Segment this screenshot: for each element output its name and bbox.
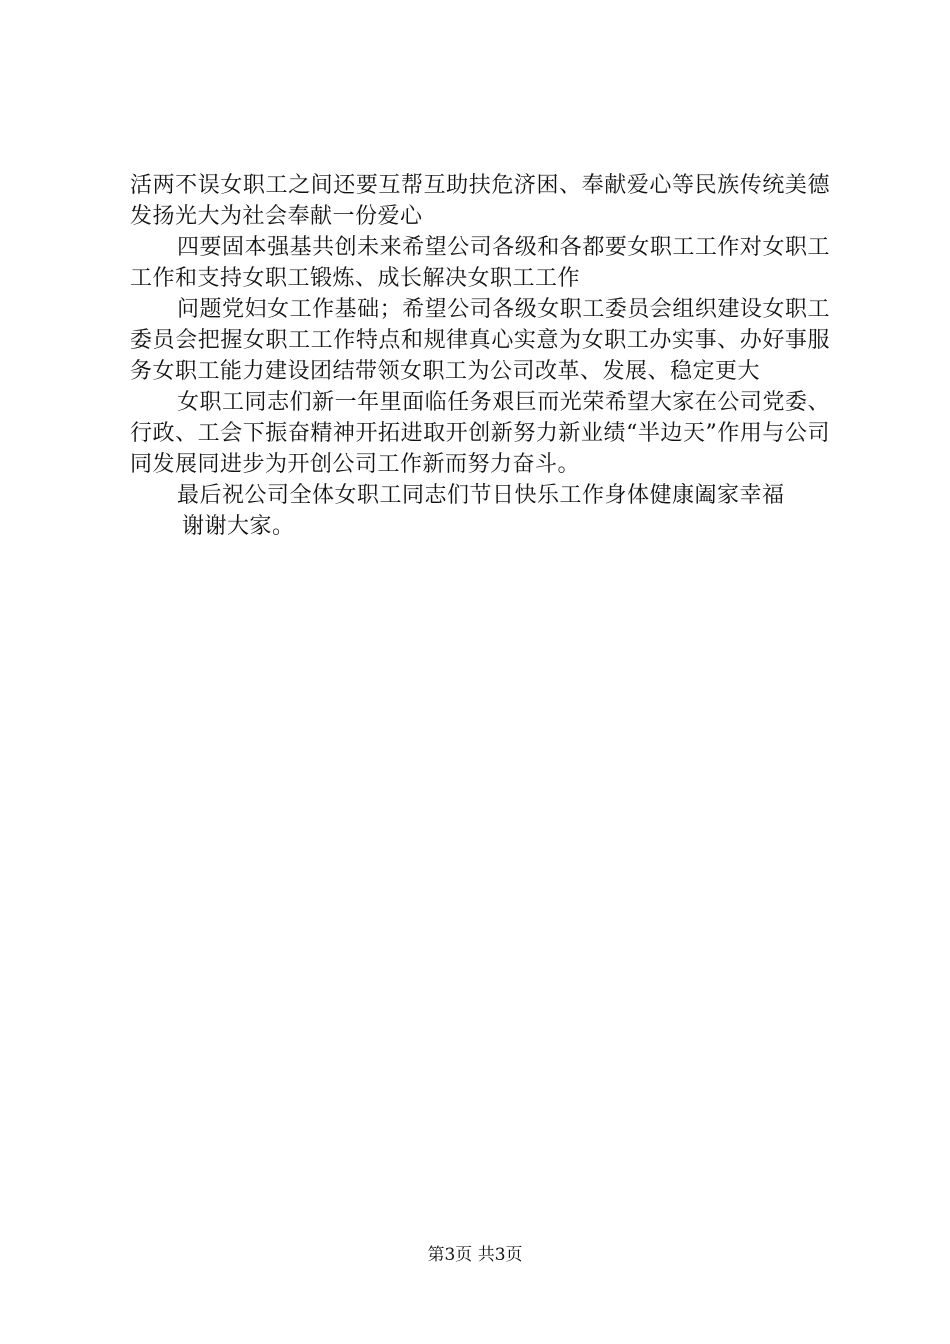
paragraph-1: 活两不误女职工之间还要互帮互助扶危济困、奉献爱心等民族传统美德发扬光大为社会奉献一份爱心 [130, 173, 830, 229]
paragraph-4: 女职工同志们新一年里面临任务艰巨而光荣希望大家在公司党委、行政、工会下振奋精神开拓进取开创新努力新业绩“半边天”作用与公司同发展同进步为开创公司工作新而努力奋斗。 [130, 390, 830, 477]
paragraph-2: 四要固本强基共创未来希望公司各级和各都要女职工工作对女职工工作和支持女职工锻炼、成长解决女职工工作 [130, 235, 830, 291]
document-body [130, 170, 830, 542]
paragraph-3: 问题党妇女工作基础；希望公司各级女职工委员会组织建设女职工委员会把握女职工工作特点和规律真心实意为女职工办实事、办好事服务女职工能力建设团结带领女职工为公司改革、发展、稳定更大 [130, 297, 830, 384]
paragraph-6: 谢谢大家。 [182, 514, 295, 539]
paragraph-5: 最后祝公司全体女职工同志们节日快乐工作身体健康阖家幸福 [177, 483, 785, 508]
page-footer: 第3页 共3页 [427, 1245, 523, 1265]
